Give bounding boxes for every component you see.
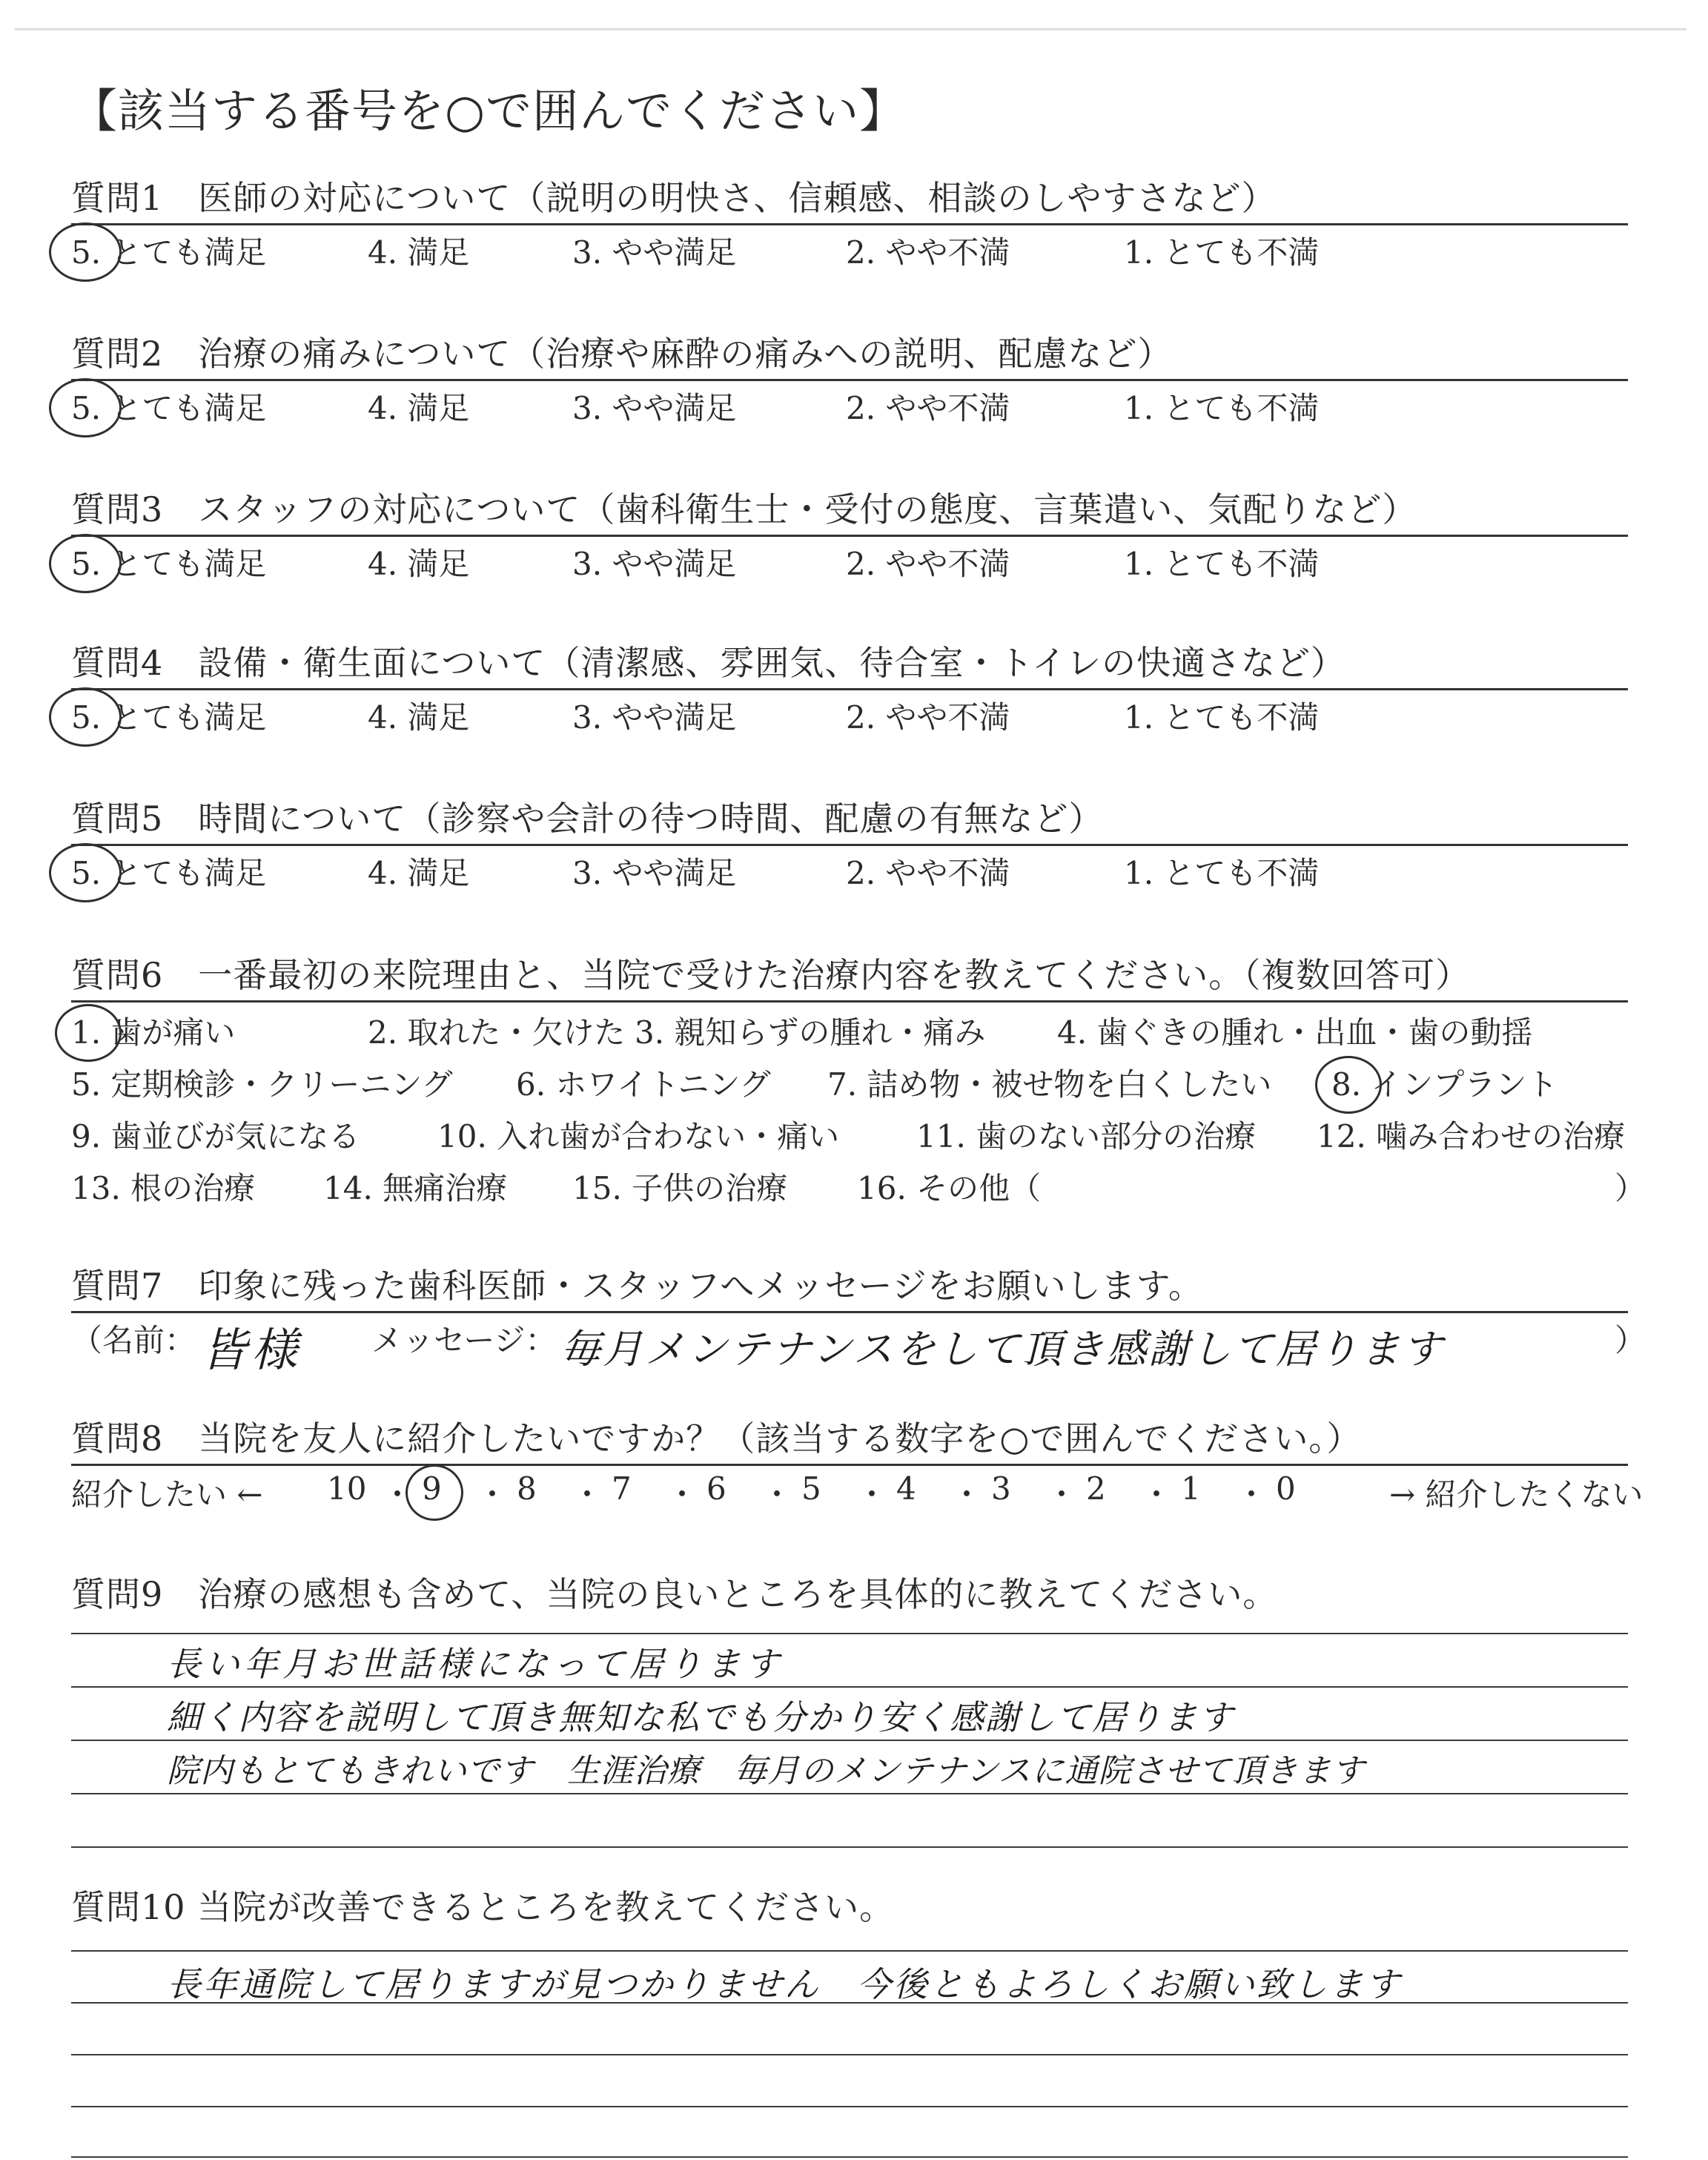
question-9-title: 質問9 治療の感想も含めて、当院の良いところを具体的に教えてください。	[71, 1574, 1278, 1614]
rating-option-3[interactable]: 3. やや満足	[572, 855, 737, 891]
q9-line-1	[71, 1633, 1628, 1634]
scale-separator: ・	[1236, 1476, 1268, 1513]
q10-line-3	[71, 2054, 1628, 2055]
rating-option-5[interactable]: 5. とても満足	[71, 234, 267, 271]
question-10-title: 質問10 当院が改善できるところを教えてください。	[71, 1887, 895, 1927]
top-rule	[15, 28, 1687, 30]
q9-line-4	[71, 1793, 1628, 1794]
scale-value-6[interactable]: 6	[706, 1470, 726, 1507]
reason-option-11[interactable]: 11. 歯のない部分の治療	[916, 1118, 1257, 1155]
name-label: （名前：	[71, 1322, 196, 1358]
rating-option-3[interactable]: 3. やや満足	[572, 699, 737, 736]
scale-left-label: 紹介したい ←	[71, 1476, 263, 1513]
q9-line-3	[71, 1740, 1628, 1741]
question-4-title: 質問4 設備・衛生面について（清潔感、雰囲気、待合室・トイレの快適さなど）	[71, 643, 1346, 683]
question-10	[71, 1883, 1628, 1931]
scale-right-label: → 紹介したくない	[1389, 1476, 1644, 1513]
q10-line-4	[71, 2106, 1628, 2107]
scale-separator: ・	[856, 1476, 888, 1513]
q10-line-5	[71, 2156, 1628, 2158]
question-8-title: 質問8 当院を友人に紹介したいですか？（該当する数字を○で囲んでください。）	[71, 1418, 1362, 1459]
reason-option-15[interactable]: 15. 子供の治療	[572, 1170, 788, 1206]
reason-option-10[interactable]: 10. 入れ歯が合わない・痛い	[437, 1118, 840, 1155]
scale-value-5[interactable]: 5	[801, 1470, 821, 1507]
scale-value-7[interactable]: 7	[612, 1470, 632, 1507]
rating-option-5[interactable]: 5. とても満足	[71, 546, 267, 582]
scale-separator: ・	[477, 1476, 509, 1513]
reason-option-7[interactable]: 7. 詰め物・被せ物を白くしたい	[827, 1066, 1272, 1103]
q9-answer-line-3: 院内もとてもきれいです 生涯治療 毎月のメンテナンスに通院させて頂きます	[167, 1752, 1366, 1790]
rating-option-2[interactable]: 2. やや不満	[846, 390, 1010, 426]
question-2-options	[71, 381, 1628, 426]
reason-option-2[interactable]: 2. 取れた・欠けた	[368, 1014, 626, 1051]
question-6-options	[71, 1003, 1646, 1210]
q9-line-5	[71, 1846, 1628, 1848]
rating-option-1[interactable]: 1. とても不満	[1124, 699, 1320, 736]
question-4-options	[71, 690, 1628, 735]
q9-answer-line-1: 長い年月お世話様になって居ります	[167, 1644, 784, 1684]
rating-option-2[interactable]: 2. やや不満	[846, 234, 1010, 271]
scale-value-2[interactable]: 2	[1086, 1470, 1106, 1507]
question-6	[71, 951, 1646, 1210]
question-1-options	[71, 225, 1628, 270]
rating-option-3[interactable]: 3. やや満足	[572, 546, 737, 582]
question-3	[71, 486, 1628, 581]
question-1	[71, 174, 1628, 270]
scale-separator: ・	[572, 1476, 603, 1513]
q10-line-1	[71, 1950, 1628, 1952]
question-7-title: 質問7 印象に残った歯科医師・スタッフへメッセージをお願いします。	[71, 1266, 1203, 1306]
scale-value-0[interactable]: 0	[1276, 1470, 1296, 1507]
message-label: メッセージ：	[371, 1322, 557, 1358]
q10-answer-line-1: 長年通院して居りますが見つかりません 今後ともよろしくお願い致します	[167, 1964, 1402, 2004]
scale-separator: ・	[666, 1476, 698, 1513]
rating-option-4[interactable]: 4. 満足	[368, 390, 470, 426]
rating-option-1[interactable]: 1. とても不満	[1124, 546, 1320, 582]
reason-option-5[interactable]: 5. 定期検診・クリーニング	[71, 1066, 453, 1103]
question-3-options	[71, 537, 1628, 581]
scale-value-3[interactable]: 3	[991, 1470, 1011, 1507]
q9-line-2	[71, 1686, 1628, 1688]
recommend-scale	[71, 1466, 1644, 1518]
rating-option-5[interactable]: 5. とても満足	[71, 855, 267, 891]
scale-value-8[interactable]: 8	[517, 1470, 537, 1507]
question-5	[71, 795, 1628, 891]
question-9	[71, 1571, 1628, 1618]
question-4	[71, 639, 1628, 735]
reason-option-4[interactable]: 4. 歯ぐきの腫れ・出血・歯の動揺	[1057, 1014, 1533, 1051]
scale-separator: ・	[1046, 1476, 1078, 1513]
instruction-header: 【該当する番号を○で囲んでください】	[71, 84, 907, 138]
scale-separator: ・	[951, 1476, 983, 1513]
scale-value-10[interactable]: 10	[327, 1470, 367, 1507]
rating-option-2[interactable]: 2. やや不満	[846, 546, 1010, 582]
rating-option-5[interactable]: 5. とても満足	[71, 390, 267, 426]
rating-option-1[interactable]: 1. とても不満	[1124, 855, 1320, 891]
scale-separator: ・	[382, 1476, 414, 1513]
question-1-title: 質問1 医師の対応について（説明の明快さ、信頼感、相談のしやすさなど）	[71, 178, 1277, 218]
reason-option-16[interactable]: 16. その他（	[857, 1170, 1042, 1206]
rating-option-1[interactable]: 1. とても不満	[1124, 390, 1320, 426]
rating-option-1[interactable]: 1. とても不満	[1124, 234, 1320, 271]
question-2	[71, 330, 1628, 426]
rating-option-4[interactable]: 4. 満足	[368, 699, 470, 736]
question-5-options	[71, 846, 1628, 891]
question-3-title: 質問3 スタッフの対応について（歯科衛生士・受付の態度、言葉遣い、気配りなど）	[71, 489, 1417, 529]
rating-option-3[interactable]: 3. やや満足	[572, 390, 737, 426]
reason-option-14[interactable]: 14. 無痛治療	[323, 1170, 508, 1206]
rating-option-4[interactable]: 4. 満足	[368, 234, 470, 271]
reason-option-9[interactable]: 9. 歯並びが気になる	[71, 1118, 360, 1155]
rating-option-2[interactable]: 2. やや不満	[846, 855, 1010, 891]
q9-answer-line-2: 細く内容を説明して頂き無知な私でも分かり安く感謝して居ります	[167, 1697, 1234, 1737]
scale-value-9[interactable]: 9	[422, 1470, 442, 1507]
scale-value-1[interactable]: 1	[1181, 1470, 1201, 1507]
reason-option-8[interactable]: 8. インプラント	[1331, 1066, 1558, 1103]
other-close-paren: ）	[1615, 1170, 1646, 1206]
question-6-title: 質問6 一番最初の来院理由と、当院で受けた治療内容を教えてください。（複数回答可）	[71, 955, 1471, 995]
message-answer: 毎月メンテナンスをして頂き感謝して居ります	[560, 1326, 1445, 1373]
question-8	[71, 1415, 1644, 1518]
reason-option-6[interactable]: 6. ホワイトニング	[516, 1066, 771, 1103]
question-7-message-row	[71, 1313, 1646, 1377]
close-paren: ）	[1615, 1322, 1646, 1358]
rating-option-4[interactable]: 4. 満足	[368, 855, 470, 891]
reason-option-12[interactable]: 12. 噛み合わせの治療	[1317, 1118, 1626, 1155]
question-7	[71, 1262, 1646, 1377]
reason-option-13[interactable]: 13. 根の治療	[71, 1170, 256, 1206]
scale-value-4[interactable]: 4	[896, 1470, 916, 1507]
name-answer: 皆様	[201, 1323, 302, 1377]
rating-option-3[interactable]: 3. やや満足	[572, 234, 737, 271]
rating-option-2[interactable]: 2. やや不満	[846, 699, 1010, 736]
scale-separator: ・	[1141, 1476, 1173, 1513]
reason-option-1[interactable]: 1. 歯が痛い	[71, 1014, 236, 1051]
rating-option-4[interactable]: 4. 満足	[368, 546, 470, 582]
question-5-title: 質問5 時間について（診察や会計の待つ時間、配慮の有無など）	[71, 799, 1104, 839]
reason-option-3[interactable]: 3. 親知らずの腫れ・痛み	[635, 1014, 986, 1051]
scale-separator: ・	[761, 1476, 793, 1513]
question-2-title: 質問2 治療の痛みについて（治療や麻酔の痛みへの説明、配慮など）	[71, 334, 1173, 374]
rating-option-5[interactable]: 5. とても満足	[71, 699, 267, 736]
